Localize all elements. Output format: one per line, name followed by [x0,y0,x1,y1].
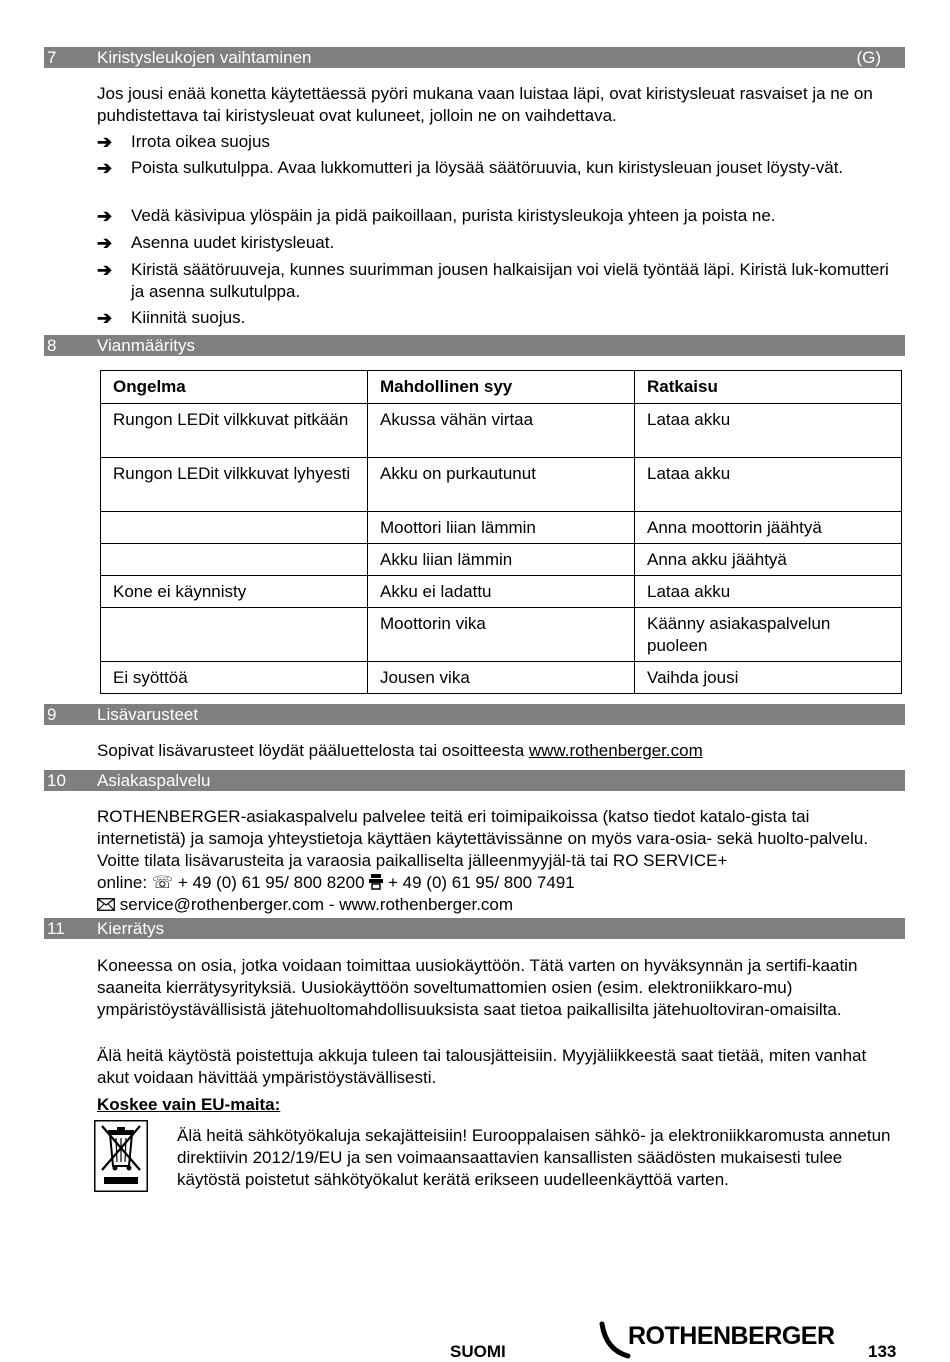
table-cell: Anna moottorin jäähtyä [635,512,902,544]
intro-text: Jos jousi enää konetta käytettäessä pyöri mukana vaan luistaa läpi, ovat kiristysleuat rasvaiset ja ne on puhdistettava tai kiristysleuat ovat kuluneet, jolloin ne on vaihdettava. [97,84,873,125]
step-text: Irrota oikea suojus [131,132,270,151]
arrow-right-icon: ➔ [97,308,113,328]
contact-line [97,872,897,894]
section-number: 11 [47,919,65,938]
accessories-sentence: Sopivat lisävarusteet löydät pääluettelosta tai osoitteesta [97,741,529,760]
brand-logo [598,1318,850,1360]
table-cell: Ei syöttöä [101,662,368,694]
section-8-header [44,335,905,356]
step-text: Asenna uudet kiristysleuat. [131,233,335,252]
section-tag: (G) [856,48,881,67]
recycling-paragraph-1 [97,955,897,1021]
section-title: Kierrätys [97,919,165,938]
table-cell: Akku liian lämmin [368,544,635,576]
table-row [101,404,902,458]
table-row [101,544,902,576]
table-cell: Käänny asiakaspalvelun puoleen [635,608,902,662]
directive-paragraph: Älä heitä sähkötyökaluja sekajätteisiin! Eurooppalaisen sähkö- ja elektroniikkaromusta annetun direktiivin 2012/19/EU ja sen voimaansaattavien kansallisten säädösten mukaisesti tulee käytöstä poistetut sähkötyökalut kerätä erikseen uudelleenkäyttöä varten. [177,1126,891,1189]
step-item [97,157,897,179]
phone-icon: ☏ [151,873,174,892]
column-header: Ratkaisu [635,371,902,404]
table-cell: Vaihda jousi [635,662,902,694]
step-item [97,131,897,153]
section-number: 7 [47,48,57,67]
table-row [101,662,902,694]
table-cell [101,608,368,662]
arrow-right-icon: ➔ [97,158,113,178]
table-row [101,458,902,512]
online-label: online: [97,873,148,892]
arrow-right-icon: ➔ [97,132,113,152]
table-cell: Anna akku jäähtyä [635,544,902,576]
eu-directive-text [177,1125,897,1191]
section-number: 9 [47,705,57,724]
table-cell: Kone ei käynnisty [101,576,368,608]
section-7-header [44,47,905,68]
email-and-website: service@rothenberger.com - www.rothenberger.com [119,895,514,914]
table-cell: Moottorin vika [368,608,635,662]
table-row [101,576,902,608]
table-cell [101,512,368,544]
table-cell: Lataa akku [635,404,902,458]
table-cell: Lataa akku [635,458,902,512]
table-cell: Rungon LEDit vilkkuvat lyhyesti [101,458,368,512]
troubleshooting-table [100,370,902,694]
fax-icon [369,874,383,890]
column-header: Mahdollinen syy [368,371,635,404]
column-header: Ongelma [101,371,368,404]
table-cell: Rungon LEDit vilkkuvat pitkään [101,404,368,458]
step-text: Poista sulkutulppa. Avaa lukkomutteri ja löysää säätöruuvia, kun kiristysleuan jouset löysty-vät. [131,158,844,177]
footer-language: SUOMI [450,1342,506,1361]
crossed-bin-icon [94,1120,148,1192]
recycling-paragraph-2 [97,1045,897,1089]
section-title: Lisävarusteet [97,705,199,724]
section-number: 8 [47,336,57,355]
table-header-row [101,371,902,404]
envelope-icon [97,895,115,908]
page-number: 133 [868,1342,897,1361]
service-paragraph: ROTHENBERGER-asiakaspalvelu palvelee teitä eri toimipaikoissa (katso tiedot katalo-gista tai internetistä) ja samoja yhteystietoja käyttäen käytettävissänne on myös vara-osia- sekä huolto-palvelu. Voitte tilata lisävarusteita ja varaosia paikalliselta jälleenmyyjäl-tä tai RO SERVICE+ [97,807,869,870]
table-cell: Akku ei ladattu [368,576,635,608]
table-cell: Akussa vähän virtaa [368,404,635,458]
table-cell: Moottori liian lämmin [368,512,635,544]
customer-service-text [97,806,897,916]
arrow-right-icon: ➔ [97,233,113,253]
step-item [97,232,897,254]
phone-number: + 49 (0) 61 95/ 800 8200 [177,873,365,892]
step-item [97,307,897,329]
step-item [97,259,897,303]
brand-name: ROTHENBERGER [628,1322,835,1350]
email-line [97,894,897,916]
table-cell: Jousen vika [368,662,635,694]
battery-disposal-text: Älä heitä käytöstä poistettuja akkuja tuleen tai talousjätteisiin. Myyjäliikkeestä saat tietää, miten vanhat akut voidaan hävittää ympäristöystävällisesti. [97,1046,867,1087]
section-title: Asiakaspalvelu [97,771,211,790]
step-text: Vedä käsivipua ylöspäin ja pidä paikoillaan, purista kiristysleukoja yhteen ja poista ne. [131,206,776,225]
section-11-header [44,918,905,939]
table-cell [101,544,368,576]
section-title: Vianmääritys [97,336,195,355]
arrow-right-icon: ➔ [97,260,113,280]
section-9-header [44,704,905,725]
arrow-right-icon: ➔ [97,206,113,226]
table-row [101,608,902,662]
section-10-header [44,770,905,791]
step-item [97,205,897,227]
table-cell: Lataa akku [635,576,902,608]
section-title: Kiristysleukojen vaihtaminen [97,48,312,67]
fax-number: + 49 (0) 61 95/ 800 7491 [388,873,575,892]
eu-heading: Koskee vain EU-maita: [97,1095,281,1114]
step-text: Kiinnitä suojus. [131,308,246,327]
table-cell: Akku on purkautunut [368,458,635,512]
table-row [101,512,902,544]
section-number: 10 [47,771,66,790]
website-link[interactable]: www.rothenberger.com [528,741,703,760]
section-7-intro [97,83,897,127]
recycling-text: Koneessa on osia, jotka voidaan toimittaa uusiokäyttöön. Tätä varten on hyväksynnän ja sertifi-kaatin saaneita kierrätysyrityksiä. Uusiokäyttöön soveltumattomien osien (esim. elektroniikkaro-mu) ympäristöystävällisistä jätehuoltomahdollisuuksista saat tietoa paikallisilta jätehuoltoviran-omaisilta. [97,956,858,1019]
step-text: Kiristä säätöruuveja, kunnes suurimman jousen halkaisijan voi vielä työntää läpi. Kiristä luk-komutteri ja asenna sulkutulppa. [131,260,889,301]
accessories-text [97,740,897,762]
